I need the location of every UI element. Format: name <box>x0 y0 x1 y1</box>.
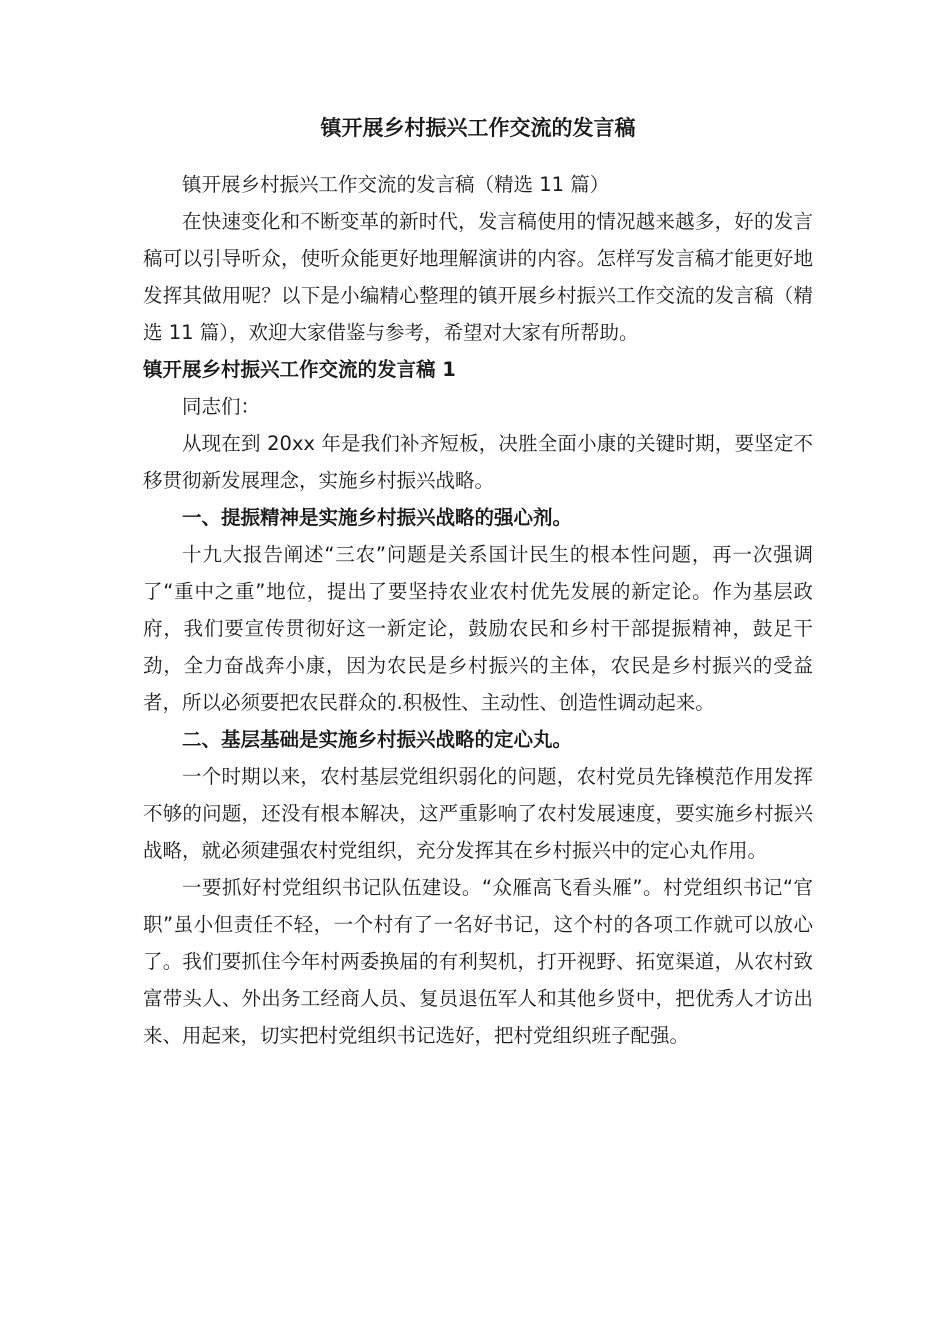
heading-2: 二、基层基础是实施乡村振兴战略的定心丸。 <box>182 728 573 751</box>
document-page <box>143 108 813 1054</box>
document-subtitle: 镇开展乡村振兴工作交流的发言稿（精选 11 篇） <box>182 173 610 196</box>
paragraph-1: 从现在到 20xx 年是我们补齐短板，决胜全面小康的关键时期，要坚定不移贯彻新发展理念，实施乡村振兴战略。 <box>143 432 813 492</box>
greeting: 同志们： <box>182 395 261 418</box>
paragraph-3: 一个时期以来，农村基层党组织弱化的问题，农村党员先锋模范作用发挥不够的问题，还没有根本解决，这严重影响了农村发展速度，要实施乡村振兴战略，就必须建强农村党组织，充分发挥其在乡村振兴中的定心丸作用。 <box>143 765 813 862</box>
paragraph-2: 十九大报告阐述“三农”问题是关系国计民生的根本性问题，再一次强调了“重中之重”地位，提出了要坚持农业农村优先发展的新定论。作为基层政府，我们要宣传贯彻好这一新定论，鼓励农民和乡村干部提振精神，鼓足干劲，全力奋战奔小康，因为农民是乡村振兴的主体，农民是乡村振兴的受益者，所以必须要把农民群众的.积极性、主动性、创造性调动起来。 <box>143 543 813 714</box>
section-title: 镇开展乡村振兴工作交流的发言稿 1 <box>143 358 456 381</box>
heading-1: 一、提振精神是实施乡村振兴战略的强心剂。 <box>182 506 573 529</box>
document-title: 镇开展乡村振兴工作交流的发言稿 <box>320 116 636 140</box>
intro-paragraph: 在快速变化和不断变革的新时代，发言稿使用的情况越来越多，好的发言稿可以引导听众，使听众能更好地理解演讲的内容。怎样写发言稿才能更好地发挥其做用呢？以下是小编精心整理的镇开展乡村振兴工作交流的发言稿（精选 11 篇），欢迎大家借鉴与参考，希望对大家有所帮助。 <box>143 210 813 344</box>
paragraph-4: 一要抓好村党组织书记队伍建设。“众雁高飞看头雁”。村党组织书记“官职”虽小但责任不轻，一个村有了一名好书记，这个村的各项工作就可以放心了。我们要抓住今年村两委换届的有利契机，打开视野、拓宽渠道，从农村致富带头人、外出务工经商人员、复员退伍军人和其他乡贤中，把优秀人才访出来、用起来，切实把村党组织书记选好，把村党组织班子配强。 <box>143 876 813 1047</box>
